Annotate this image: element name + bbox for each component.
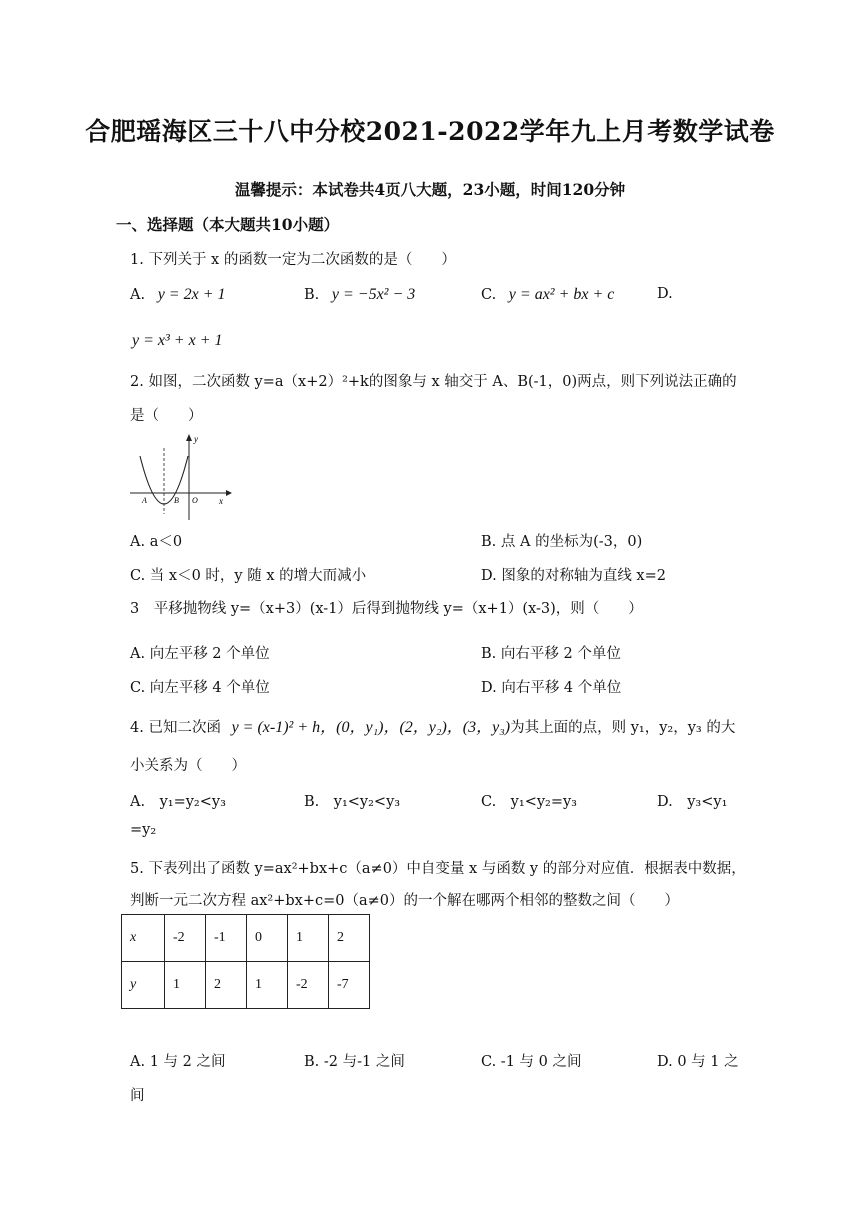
table-cell: 0 [247, 915, 288, 962]
q1-option-b[interactable] [304, 286, 415, 304]
q5-stem-line2: 判断一元二次方程 ax²+bx+c=0（a≠0）的一个解在哪两个相邻的整数之间（ ） [130, 893, 680, 909]
figure-origin-label: O [192, 496, 198, 505]
q5-option-b[interactable]: B. -2 与-1 之间 [304, 1054, 405, 1070]
q1-option-d-label[interactable]: D. [657, 286, 673, 302]
q4-stem-line1 [130, 714, 735, 737]
q4-option-d[interactable]: D. y₃<y₁ [657, 794, 728, 810]
q3-option-c[interactable]: C. 向左平移 4 个单位 [130, 680, 270, 696]
q5-option-a[interactable]: A. 1 与 2 之间 [130, 1054, 226, 1070]
q1-option-c-formula: y = ax² + bx + c [508, 286, 615, 303]
q2-option-a[interactable]: A. a＜0 [130, 534, 183, 550]
figure-point-a-label: A [142, 496, 147, 505]
q3-option-b[interactable]: B. 向右平移 2 个单位 [481, 646, 621, 662]
q3-option-a[interactable]: A. 向左平移 2 个单位 [130, 646, 270, 662]
table-cell: -7 [329, 962, 370, 1009]
q1-option-a-label: A. [130, 287, 146, 303]
q3-option-d[interactable]: D. 向右平移 4 个单位 [481, 680, 622, 696]
section-heading: 一、选择题（本大题共10小题） [116, 215, 340, 234]
q4-option-b[interactable]: B. y₁<y₂<y₃ [304, 794, 401, 810]
table-row-x [122, 915, 370, 962]
page-title: 合肥瑶海区三十八中分校2021-2022学年九上月考数学试卷 [85, 117, 775, 146]
table-cell: -2 [165, 915, 206, 962]
q5-stem-line1: 5. 下表列出了函数 y=ax²+bx+c（a≠0）中自变量 x 与函数 y 的部分对应值．根据表中数据， [130, 861, 746, 877]
q2-stem-line1: 2. 如图，二次函数 y=a（x+2）²+k的图象与 x 轴交于 A、B(-1，0)两点，则下列说法正确的 [130, 374, 737, 390]
figure-x-label: x [219, 496, 223, 506]
q4-option-a[interactable]: A. y₁=y₂<y₃ [130, 794, 226, 810]
q2-parabola-figure [126, 432, 236, 524]
x-axis-arrow-icon [226, 490, 232, 496]
q5-option-c[interactable]: C. -1 与 0 之间 [481, 1054, 582, 1070]
q4-stem-prefix: 4. 已知二次函 [130, 720, 221, 736]
table-cell: 1 [165, 962, 206, 1009]
table-header-x: x [122, 915, 165, 962]
q3-stem: 3 平移抛物线 y=（x+3）(x-1）后得到抛物线 y=（x+1）(x-3)，则（ ） [130, 601, 643, 617]
table-row-y [122, 962, 370, 1009]
q2-option-b[interactable]: B. 点 A 的坐标为(-3，0) [481, 534, 643, 550]
q5-value-table [121, 914, 370, 1009]
q1-option-c-label: C. [481, 287, 497, 303]
q1-stem: 1. 下列关于 x 的函数一定为二次函数的是（ ） [130, 252, 456, 268]
table-cell: -2 [288, 962, 329, 1009]
q1-option-c[interactable] [481, 286, 614, 304]
q4-points: ，(0，y₁)，(2，y₂)，(3，y₃) [320, 719, 511, 736]
q2-option-c[interactable]: C. 当 x＜0 时，y 随 x 的增大而减小 [130, 568, 367, 584]
q1-option-d-formula[interactable]: y = x³ + x + 1 [132, 332, 223, 349]
q2-option-d[interactable]: D. 图象的对称轴为直线 x=2 [481, 568, 666, 584]
table-cell: 2 [329, 915, 370, 962]
q4-option-c[interactable]: C. y₁<y₂=y₃ [481, 794, 577, 810]
table-cell: 1 [288, 915, 329, 962]
y-axis-arrow-icon [186, 434, 192, 441]
table-cell: 2 [206, 962, 247, 1009]
figure-y-label: y [194, 434, 198, 444]
q1-option-b-label: B. [304, 287, 320, 303]
q4-option-d-continued: =y₂ [130, 822, 157, 838]
q4-stem-suffix: 为其上面的点，则 y₁，y₂，y₃ 的大 [510, 720, 736, 736]
table-header-y: y [122, 962, 165, 1009]
q1-option-a[interactable] [130, 286, 226, 304]
q1-option-b-formula: y = −5x² − 3 [331, 286, 416, 303]
q2-stem-line2: 是（ ） [130, 408, 203, 424]
q5-option-d[interactable]: D. 0 与 1 之 [657, 1054, 739, 1070]
q4-formula: y = (x-1)² + h [231, 719, 321, 736]
q4-stem-line2: 小关系为（ ） [130, 758, 246, 774]
exam-tip: 温馨提示：本试卷共4页八大题，23小题，时间120分钟 [234, 180, 626, 199]
table-cell: -1 [206, 915, 247, 962]
figure-point-b-label: B [174, 496, 179, 505]
q5-option-d-continued: 间 [130, 1088, 145, 1104]
table-cell: 1 [247, 962, 288, 1009]
q1-option-a-formula: y = 2x + 1 [157, 286, 226, 303]
